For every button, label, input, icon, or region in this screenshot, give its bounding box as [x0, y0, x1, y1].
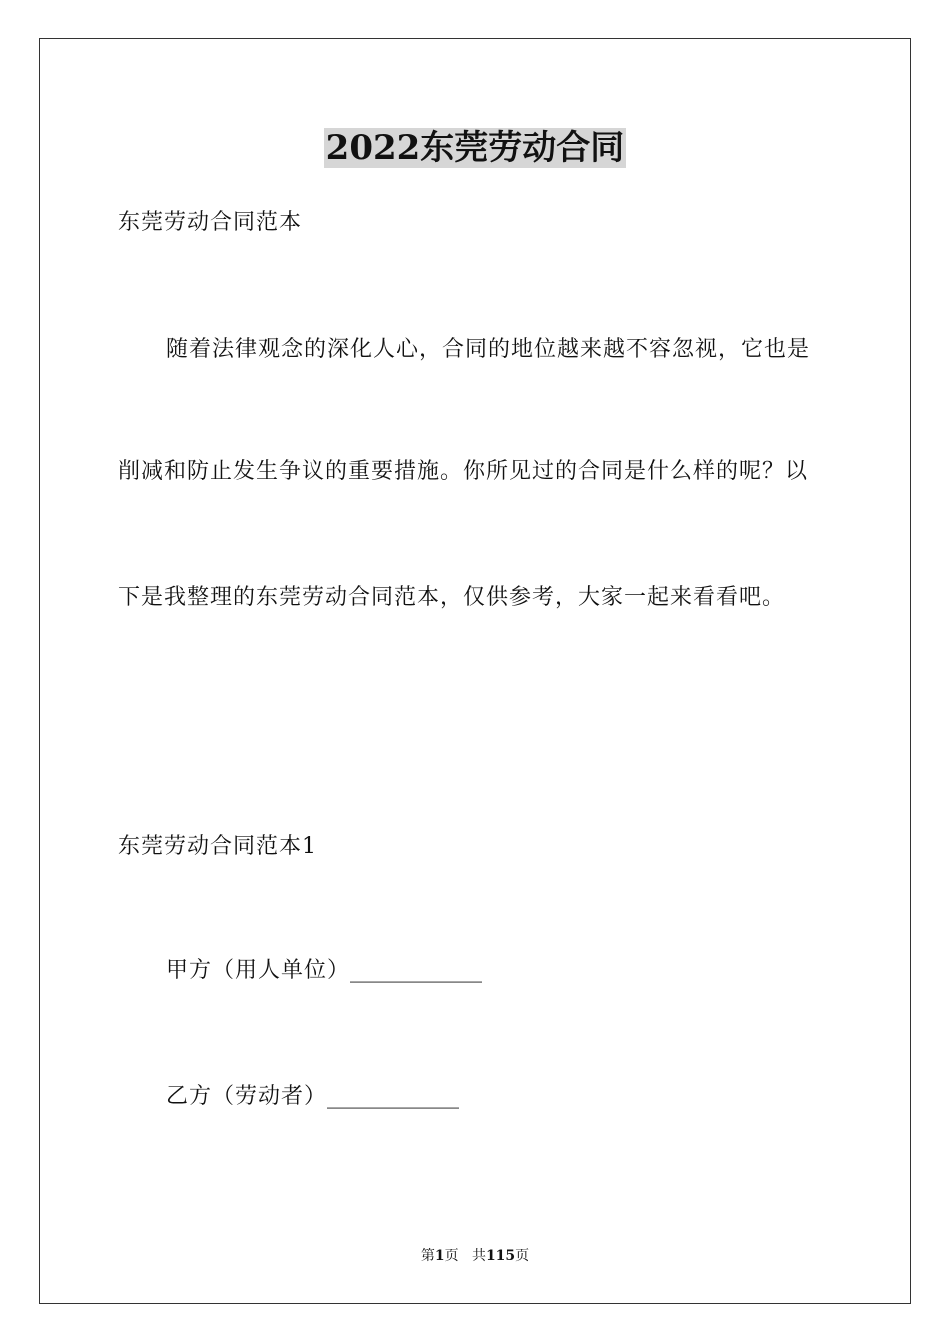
- party-a-line: [166, 956, 482, 986]
- section-heading-template: 东莞劳动合同范本: [118, 210, 303, 235]
- section-heading-template-1: 东莞劳动合同范本1: [118, 834, 317, 859]
- intro-paragraph-line-1: 随着法律观念的深化人心，合同的地位越来越不容忽视，它也是: [166, 337, 811, 362]
- total-prefix: 共: [471, 1248, 486, 1264]
- total-suffix: 页: [515, 1248, 530, 1264]
- total-pages: 115: [485, 1248, 516, 1264]
- intro-paragraph-line-2: 削减和防止发生争议的重要措施。你所见过的合同是什么样的呢？以: [118, 459, 809, 484]
- party-a-label: 甲方（用人单位）: [166, 958, 351, 983]
- document-title: 2022东莞劳动合同: [325, 128, 625, 168]
- page-number: 1: [434, 1248, 445, 1264]
- page-suffix: 页: [444, 1248, 459, 1264]
- page-footer: [0, 1246, 950, 1266]
- party-b-label: 乙方（劳动者）: [166, 1084, 328, 1109]
- intro-paragraph-line-3: 下是我整理的东莞劳动合同范本，仅供参考，大家一起来看看吧。: [118, 585, 786, 610]
- party-b-line: [166, 1082, 459, 1112]
- party-b-blank: ____________: [327, 1084, 460, 1109]
- page-prefix: 第: [420, 1248, 435, 1264]
- party-a-blank: ____________: [350, 958, 483, 983]
